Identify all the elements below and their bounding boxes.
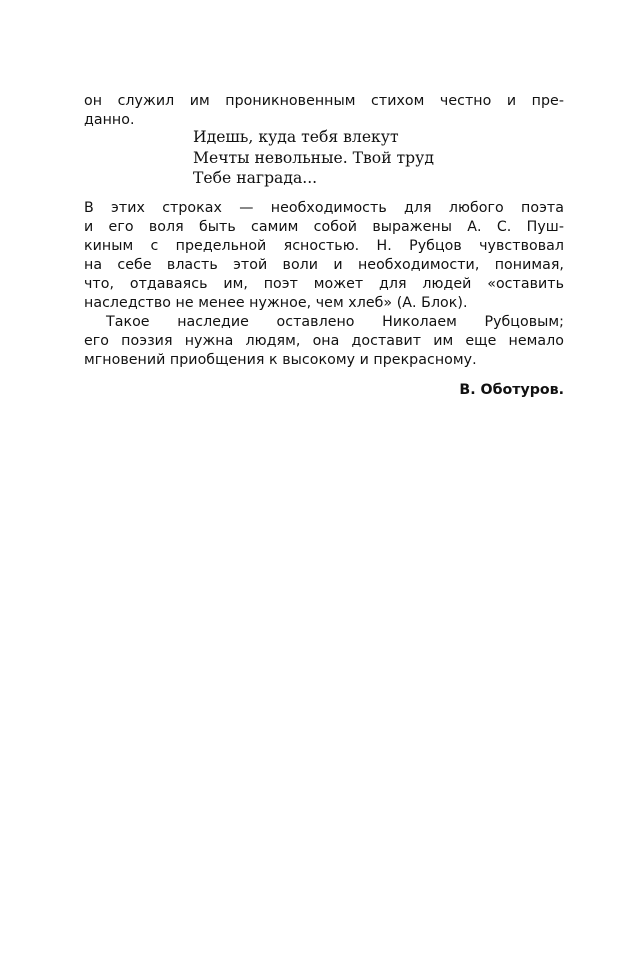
paragraph-2-line-1: Такое наследие оставлено Николаем Рубцовым; <box>106 314 564 330</box>
paragraph-1-line-6: наследство не менее нужное, чем хлеб» (А. Блок). <box>84 295 468 311</box>
author-signature: В. Оботуров. <box>459 382 564 398</box>
verse-line-2: Мечты невольные. Твой труд <box>193 148 434 167</box>
paragraph-2-line-2: его поэзия нужна людям, она доставит им еще немало <box>84 333 564 349</box>
paragraph-1-line-4: на себе власть этой воли и необходимости, понимая, <box>84 257 564 273</box>
opening-line-2: данно. <box>84 112 135 128</box>
paragraph-2-line-3: мгновений приобщения к высокому и прекрасному. <box>84 352 477 368</box>
opening-line-1: он служил им проникновенным стихом честно и пре- <box>84 93 564 109</box>
verse-line-1: Идешь, куда тебя влекут <box>193 128 399 146</box>
paragraph-1-line-3: киным с предельной ясностью. Н. Рубцов чувствовал <box>84 238 564 254</box>
verse-quote <box>193 127 434 189</box>
verse-line-3: Тебе награда... <box>193 169 318 187</box>
paragraph-1-line-2: и его воля быть самим собой выражены А. С. Пуш- <box>84 219 564 235</box>
paragraph-1-line-1: В этих строках — необходимость для любого поэта <box>84 200 564 216</box>
paragraph-1-line-5: что, отдаваясь им, поэт может для людей «оставить <box>84 276 564 292</box>
